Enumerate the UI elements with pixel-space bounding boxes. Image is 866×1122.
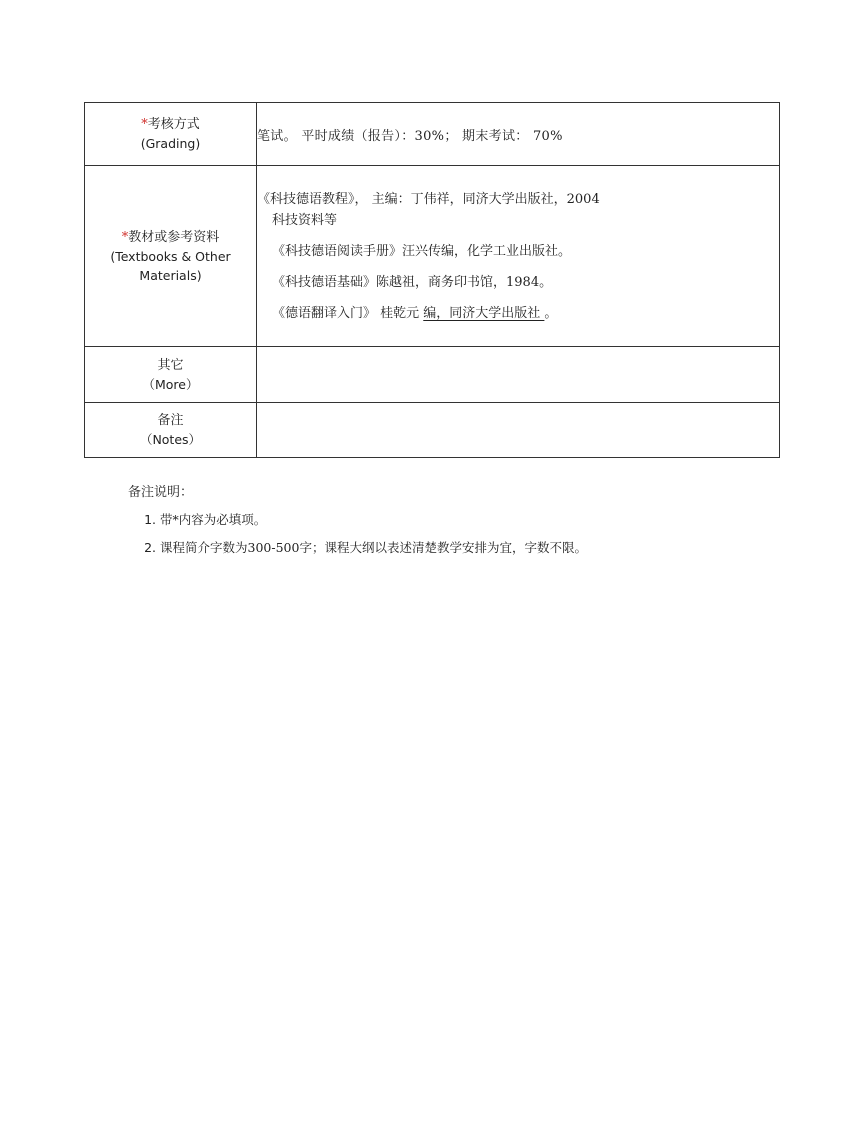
more-label-en: （More） <box>142 376 199 392</box>
table-row-more <box>85 347 780 403</box>
materials-label-en-1: (Textbooks & Other <box>110 248 231 264</box>
table-row-grading <box>85 103 780 166</box>
remarks-item <box>160 538 587 556</box>
reference-underlined: 编，同济大学出版社 <box>423 305 545 321</box>
remarks-item-text: 课程简介字数为300-500字；课程大纲以表述清楚教学安排为宜，字数不限。 <box>160 540 587 555</box>
notes-label-cell <box>85 403 257 458</box>
reference-continuation: 科技资料等 <box>272 212 338 228</box>
notes-label-en: （Notes） <box>139 432 202 447</box>
notes-label-cn: 备注 <box>157 413 184 428</box>
reference-prefix: 《德语翻译入门》 桂乾元 <box>272 305 424 321</box>
remarks-section <box>128 481 587 566</box>
materials-label-cn: 教材或参考资料 <box>128 229 220 245</box>
table-row-notes <box>85 403 780 458</box>
course-info-table <box>84 102 780 458</box>
materials-value <box>257 166 780 347</box>
reference-item: 《科技德语阅读手册》汪兴传编，化学工业出版社。 <box>272 243 572 259</box>
remarks-item-text: 带*内容为必填项。 <box>160 512 267 527</box>
reference-item <box>257 189 779 231</box>
reference-item <box>257 303 779 324</box>
notes-value <box>257 403 780 458</box>
grading-label-cn: 考核方式 <box>147 117 200 132</box>
more-label-cn: 其它 <box>157 357 184 373</box>
table-row-materials <box>85 166 780 347</box>
required-star: * <box>141 117 148 132</box>
reference-suffix: 。 <box>544 305 558 321</box>
materials-label-cell <box>85 166 257 347</box>
grading-label-cell <box>85 103 257 166</box>
required-star: * <box>121 229 129 245</box>
remarks-item <box>160 510 587 528</box>
more-label-cell <box>85 347 257 403</box>
materials-label-en-2: Materials) <box>139 267 202 283</box>
reference-item: 《科技德语基础》陈越祖，商务印书馆，1984。 <box>272 274 553 290</box>
grading-value: 笔试。 平时成绩（报告）：30%； 期末考试： 70% <box>257 103 780 166</box>
remarks-list <box>128 510 587 556</box>
more-value <box>257 347 780 403</box>
reference-text: 《科技德语教程》， 主编：丁伟祥，同济大学出版社，2004 <box>257 191 600 207</box>
remarks-title: 备注说明： <box>128 485 194 500</box>
grading-label-en: (Grading) <box>140 136 201 151</box>
